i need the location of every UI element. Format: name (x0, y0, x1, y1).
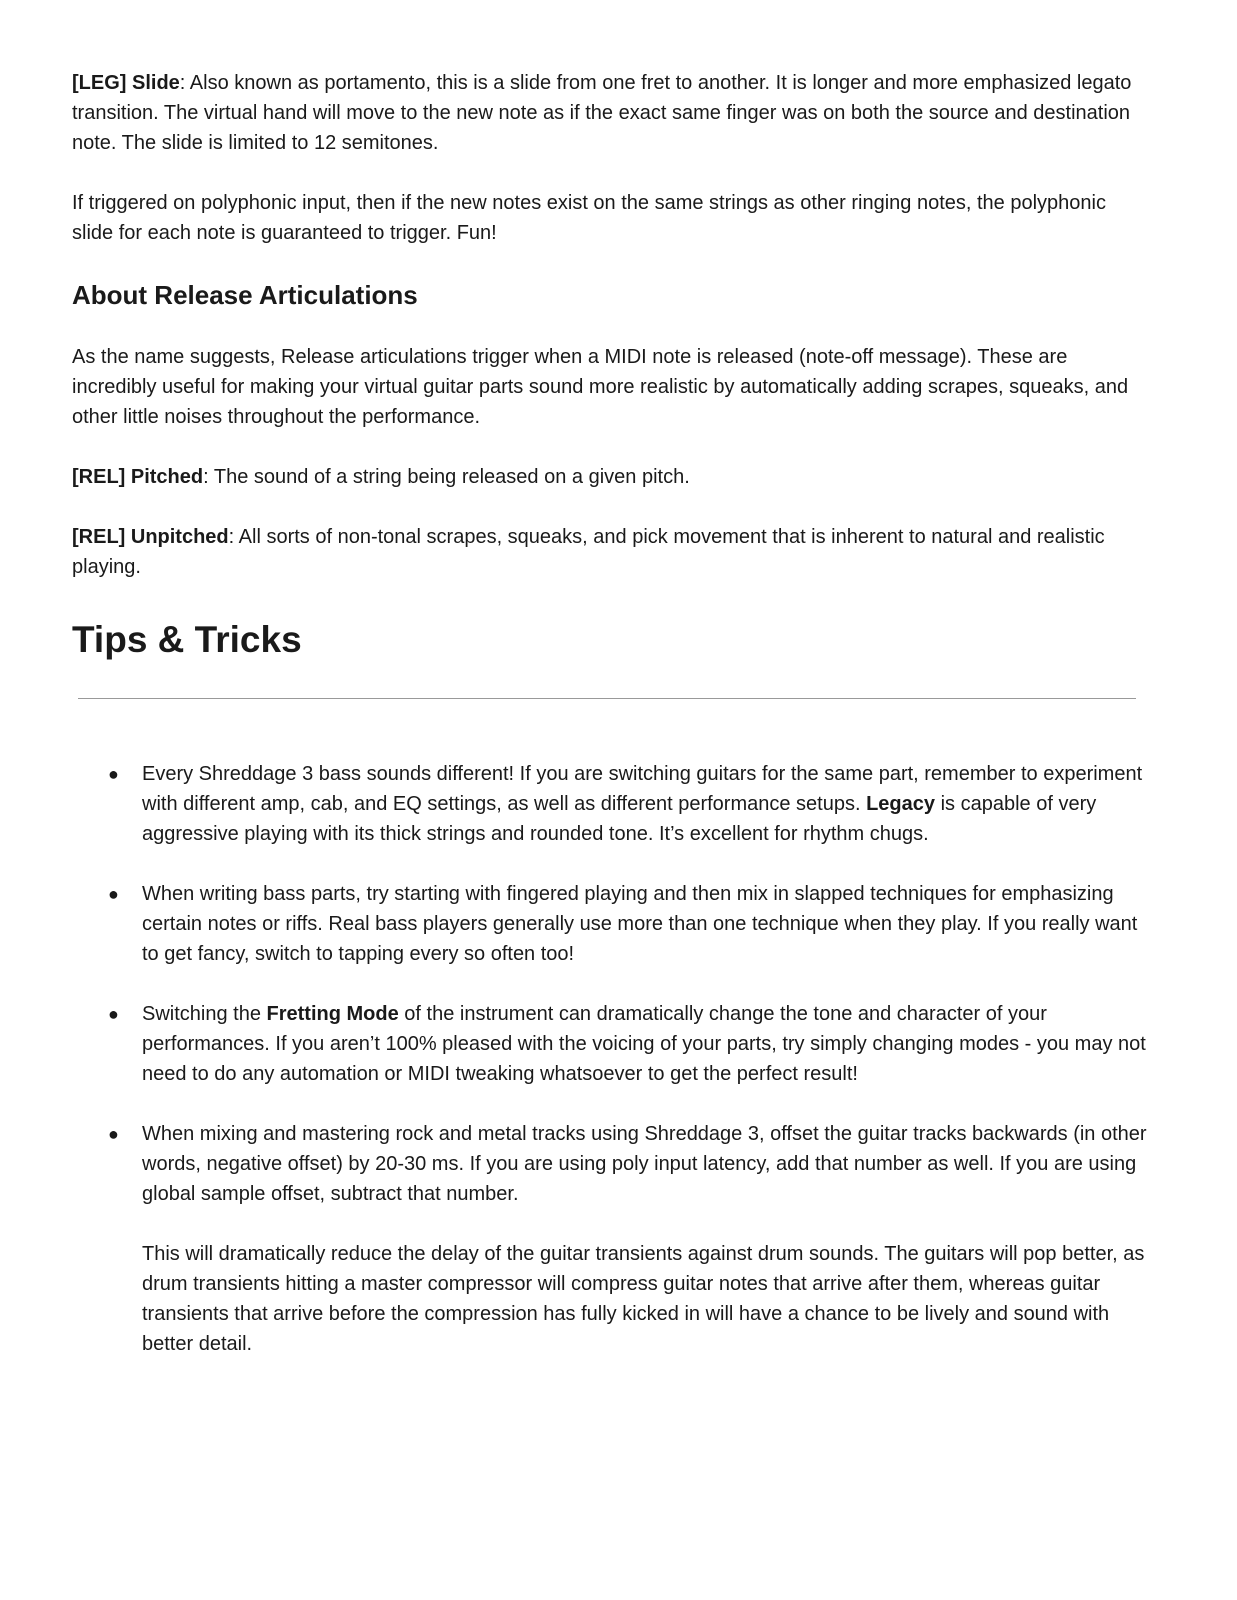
tip-text: When mixing and mastering rock and metal tracks using Shreddage 3, offset the guitar tracks backwards (in other words, negative offset) by 20-30 ms. If you are using poly input latency, add that number as well. If you are using global sample offset, subtract that number. (142, 1123, 1147, 1205)
bullet-icon: ● (108, 764, 119, 784)
leg-slide-paragraph (72, 68, 1152, 158)
tip-text: When writing bass parts, try starting with fingered playing and then mix in slapped techniques for emphasizing certain notes or riffs. Real bass players generally use more than one technique when they play. If you really want to get fancy, switch to tapping every so often too! (142, 883, 1138, 965)
list-item (72, 999, 1152, 1089)
polyphonic-paragraph: If triggered on polyphonic input, then if the new notes exist on the same strings as other ringing notes, the polyphonic slide for each note is guaranteed to trigger. Fun! (72, 192, 1106, 244)
tip-text-continued: This will dramatically reduce the delay of the guitar transients against drum sounds. The guitars will pop better, as drum transients hitting a master compressor will compress guitar notes that arrive after them, whereas guitar transients that arrive before the compression has fully kicked in will have a chance to be lively and sound with better detail. (142, 1243, 1145, 1355)
list-item (72, 1119, 1152, 1359)
release-heading: About Release Articulations (72, 280, 418, 310)
tips-heading: Tips & Tricks (72, 619, 302, 660)
tip-text (142, 999, 1152, 1089)
tip-text-part: is capable of very aggressive playing with its thick strings and rounded tone. It’s excellent for rhythm chugs. (142, 793, 1097, 845)
bullet-icon: ● (108, 1004, 119, 1024)
leg-slide-text: : Also known as portamento, this is a slide from one fret to another. It is longer and more emphasized legato transition. The virtual hand will move to the new note as if the exact same finger was on both the source and destination note. The slide is limited to 12 semitones. (72, 72, 1132, 154)
list-item (72, 879, 1152, 969)
rel-unpitched-paragraph (72, 522, 1152, 582)
tip-text-part: of the instrument can dramatically change the tone and character of your performances. If you aren’t 100% pleased with the voicing of your parts, try simply changing modes - you may not need to do any automation or MIDI tweaking whatsoever to get the perfect result! (142, 1003, 1146, 1085)
bullet-icon: ● (108, 1124, 119, 1144)
tip-text-part: Switching the (142, 1003, 267, 1025)
fretting-mode-term: Fretting Mode (266, 1003, 399, 1025)
document-page (72, 68, 1152, 1389)
rel-pitched-term: [REL] Pitched (72, 466, 204, 488)
rel-unpitched-text: : All sorts of non-tonal scrapes, squeaks, and pick movement that is inherent to natural and realistic playing. (72, 526, 1105, 578)
bullet-icon: ● (108, 884, 119, 904)
rel-pitched-paragraph (72, 462, 1152, 492)
rel-unpitched-term: [REL] Unpitched (72, 526, 229, 548)
list-item (72, 759, 1152, 849)
leg-slide-term: [LEG] Slide (72, 72, 180, 94)
tips-list (72, 759, 1152, 1359)
rel-pitched-text: : The sound of a string being released on a given pitch. (203, 466, 690, 488)
release-intro-paragraph: As the name suggests, Release articulations trigger when a MIDI note is released (note-off message). These are incredibly useful for making your virtual guitar parts sound more realistic by automatically adding scrapes, squeaks, and other little noises throughout the performance. (72, 346, 1129, 428)
section-divider (78, 698, 1136, 699)
tip-text (142, 759, 1152, 849)
tip-text-part: Every Shreddage 3 bass sounds different! If you are switching guitars for the same part, remember to experiment with different amp, cab, and EQ settings, as well as different performance setups. (142, 763, 1143, 815)
legacy-term: Legacy (866, 793, 936, 815)
